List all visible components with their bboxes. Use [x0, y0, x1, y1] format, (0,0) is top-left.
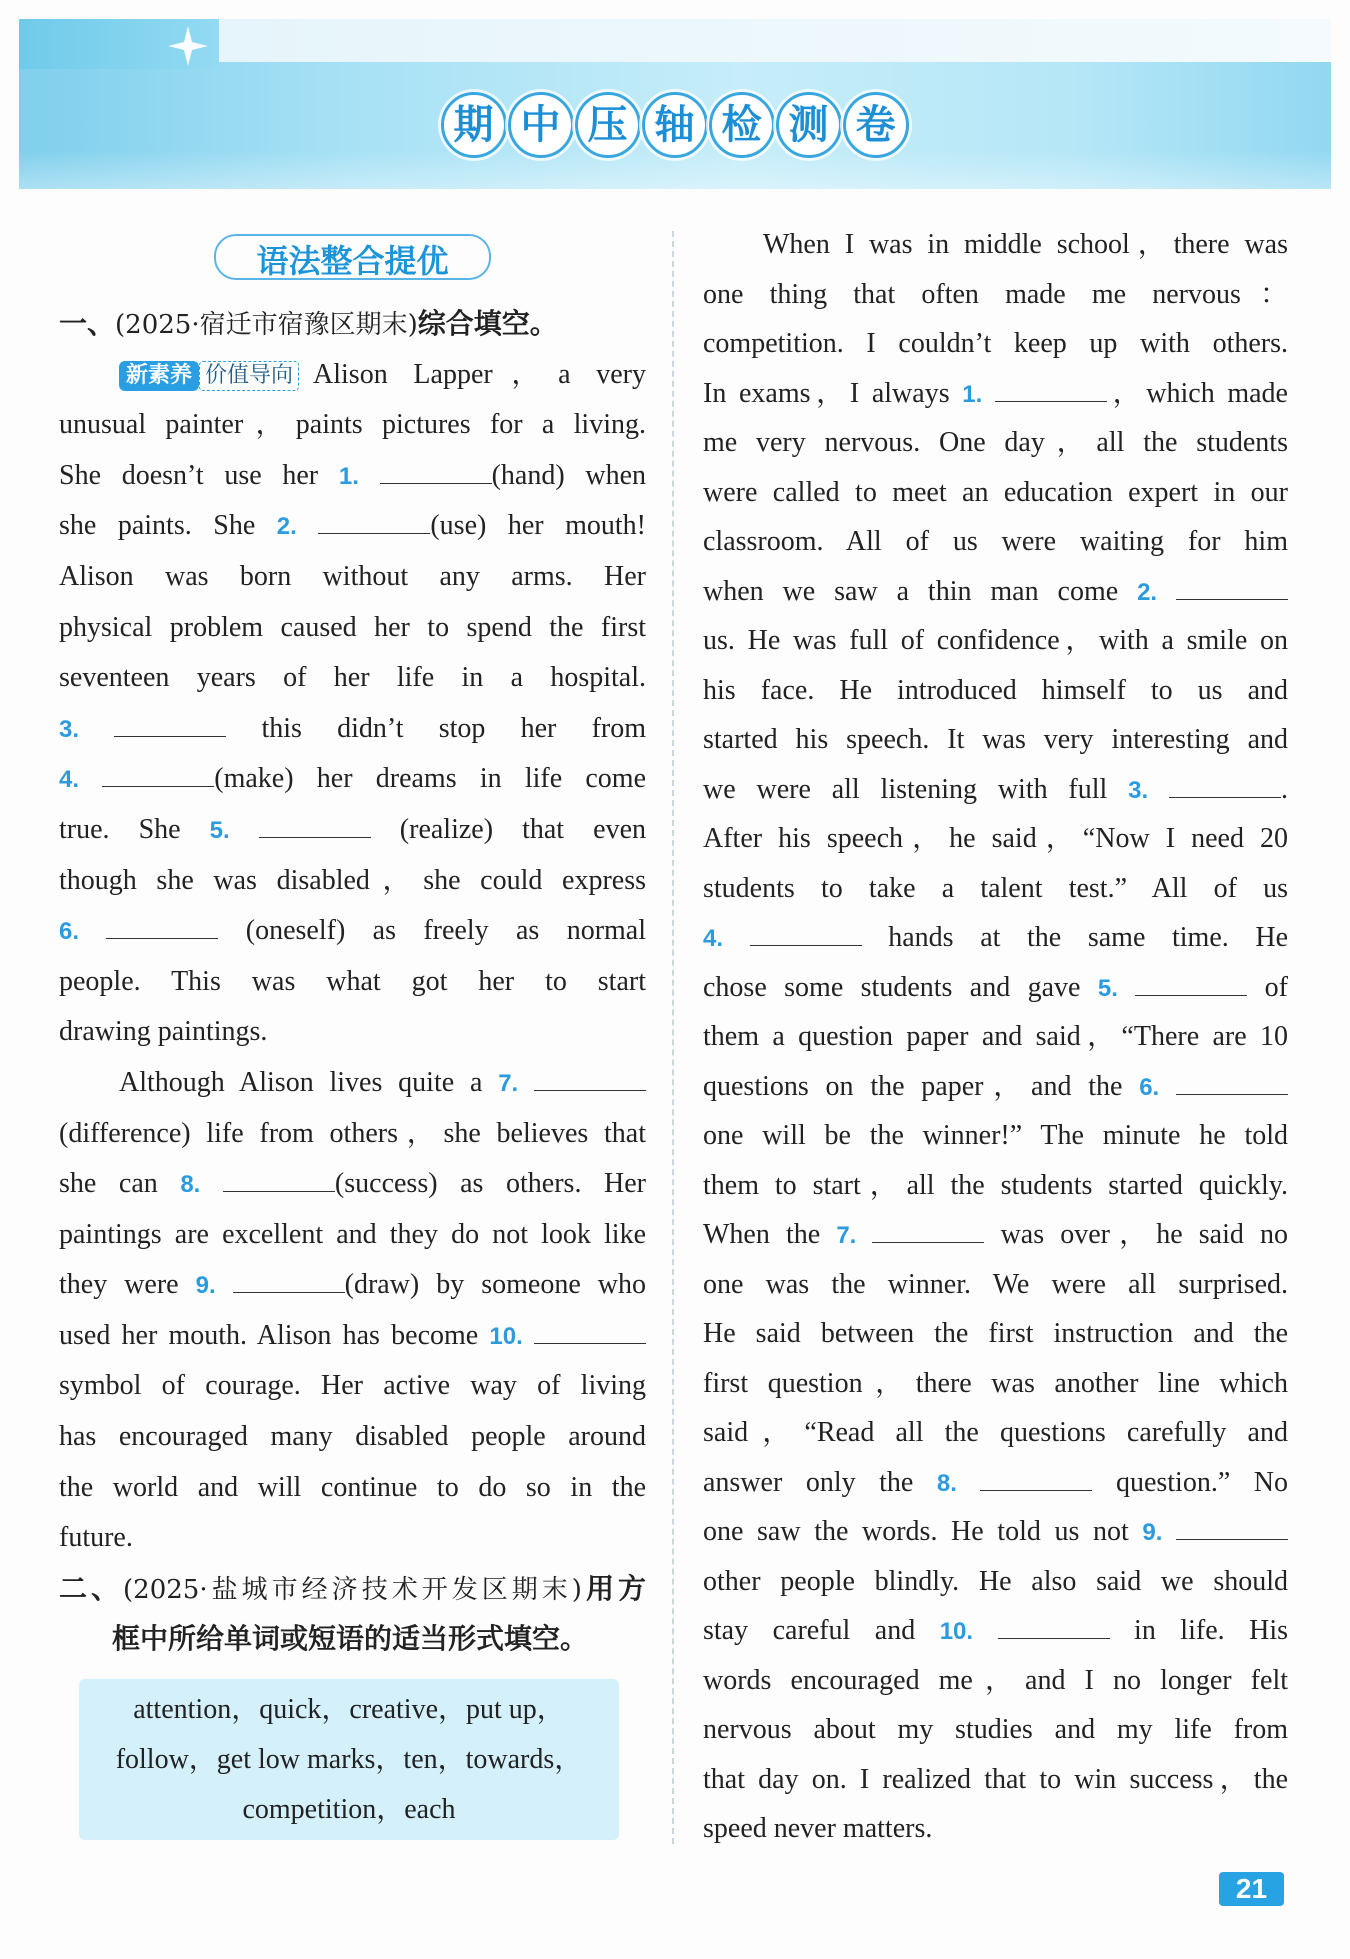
blank-number: 9. — [195, 1272, 216, 1300]
passage-text: (difference) life from others，she believes that — [59, 1117, 646, 1149]
value-tag: 价值导向 — [199, 361, 299, 391]
title-char: 期 — [441, 92, 507, 158]
answer-blank — [750, 941, 862, 946]
passage-line — [59, 856, 646, 907]
answer-blank — [1176, 1535, 1288, 1540]
passage-line — [59, 350, 646, 401]
question-task: 用方 — [581, 1571, 646, 1605]
passage-text: his face. He introduced himself to us and — [703, 674, 1288, 706]
passage-line — [59, 1260, 646, 1311]
passage-line — [59, 1058, 646, 1109]
title-char: 卷 — [843, 92, 909, 158]
passage-line — [703, 1656, 1288, 1706]
answer-blank — [995, 397, 1107, 402]
passage-text: question.” No — [1092, 1466, 1289, 1498]
passage-line — [59, 754, 646, 805]
passage-line — [703, 1309, 1288, 1359]
passage-text: future. — [59, 1522, 133, 1554]
passage-text: speed never matters. — [703, 1813, 933, 1844]
passage-text: when we saw a thin man come — [703, 575, 1138, 607]
passage-line — [59, 1361, 646, 1412]
question-number: 二、 — [59, 1571, 124, 1605]
passage-line — [59, 552, 646, 603]
passage-line — [59, 906, 646, 957]
passage-line — [703, 666, 1288, 716]
passage-line — [59, 653, 646, 704]
title-char: 测 — [776, 92, 842, 158]
question-source: (2025·宿迁市宿豫区期末) — [115, 310, 418, 340]
passage-text: classroom. All of us were waiting for him — [703, 526, 1288, 557]
answer-blank — [872, 1238, 984, 1243]
passage-text: were called to meet an education expert in our — [703, 476, 1288, 508]
question-heading-continued — [59, 1614, 646, 1665]
answer-blank — [102, 782, 214, 787]
passage-text: (oneself) as freely as normal — [218, 915, 646, 947]
passage-text: physical problem caused her to spend the first — [59, 611, 646, 643]
blank-number: 4. — [59, 766, 80, 794]
blank-number: 1. — [338, 462, 359, 490]
blank-number: 2. — [1137, 578, 1158, 606]
passage-line — [59, 704, 646, 755]
passage-line — [59, 400, 646, 451]
passage-line — [703, 1359, 1288, 1409]
passage-text: me very nervous. One day，all the students — [703, 427, 1288, 458]
passage-text: they were — [59, 1269, 196, 1301]
answer-blank — [114, 732, 226, 737]
passage-line — [703, 270, 1288, 320]
passage-line — [703, 517, 1288, 567]
title-char: 压 — [575, 92, 641, 158]
page-number-badge: 21 — [1219, 1872, 1284, 1906]
passage-line — [703, 715, 1288, 765]
passage-text: one will be the winner!” The minute he told — [703, 1120, 1288, 1151]
passage-line — [703, 1012, 1288, 1062]
blank-number: 6. — [1139, 1073, 1160, 1101]
answer-blank — [1176, 1090, 1288, 1095]
blank-number: 7. — [836, 1222, 857, 1249]
passage-text: was over，he said no — [984, 1219, 1289, 1250]
passage-line — [703, 1705, 1288, 1755]
passage-text: in life. His — [1109, 1615, 1288, 1646]
passage-line — [703, 468, 1288, 518]
question-number: 一、 — [59, 307, 116, 340]
passage-line — [703, 913, 1288, 963]
passage-line — [703, 864, 1288, 914]
passage-text: unusual painter，paints pictures for a living. — [59, 409, 646, 441]
passage-text: When I was in middle school，there was — [763, 229, 1288, 260]
passage-line — [59, 1159, 646, 1210]
answer-blank — [318, 529, 430, 534]
answer-blank — [534, 1086, 646, 1091]
passage-text: Alison Lapper，a very — [313, 358, 646, 390]
passage-text: used her mouth. Alison has become — [59, 1319, 490, 1351]
passage-line — [703, 1507, 1288, 1557]
answer-blank — [380, 479, 492, 484]
passage-text: When the — [703, 1219, 837, 1250]
passage-line — [59, 451, 646, 502]
passage-line — [703, 1260, 1288, 1310]
blank-number: 5. — [1097, 974, 1118, 1002]
blank-number: 2. — [276, 513, 297, 541]
passage-line — [59, 1463, 646, 1514]
page-title — [440, 92, 909, 160]
passage-line — [703, 1755, 1288, 1805]
passage-text: Although Alison lives quite a — [119, 1066, 499, 1098]
question-heading — [59, 1564, 646, 1615]
question-heading — [59, 299, 646, 350]
passage-line — [703, 369, 1288, 419]
word-bank-line: competition，each — [242, 1794, 456, 1825]
passage-line — [59, 1412, 646, 1463]
passage-text: this didn’t stop her from — [226, 712, 647, 744]
answer-blank — [223, 1187, 335, 1192]
passage-text: She doesn’t use her — [59, 459, 339, 491]
passage-line — [703, 1606, 1288, 1656]
passage-line — [703, 1408, 1288, 1458]
passage-text: one saw the words. He told us not — [703, 1516, 1143, 1547]
answer-blank — [980, 1486, 1092, 1491]
passage-line — [703, 1804, 1288, 1854]
blank-number: 10. — [489, 1322, 523, 1350]
passage-text: (make) her dreams in life come — [214, 763, 646, 795]
passage-line — [703, 418, 1288, 468]
answer-blank — [1135, 991, 1247, 996]
passage-line — [59, 1311, 646, 1362]
question-source: (2025·盐城市经济技术开发区期末) — [123, 1574, 582, 1605]
passage-line — [703, 616, 1288, 666]
blank-number: 3. — [1128, 776, 1149, 804]
blank-number: 9. — [1142, 1519, 1163, 1546]
passage-text: drawing paintings. — [59, 1016, 268, 1048]
passage-line — [59, 603, 646, 654]
passage-text: one was the winner. We were all surprised. — [703, 1268, 1288, 1300]
passage-line — [703, 963, 1288, 1013]
passage-text: (realize) that even — [370, 813, 646, 845]
passage-text: paintings are excellent and they do not look like — [59, 1218, 646, 1250]
passage-line — [59, 501, 646, 552]
passage-line — [703, 814, 1288, 864]
passage-line — [703, 319, 1288, 369]
passage-text: After his speech，he said，“Now I need 20 — [703, 823, 1288, 854]
passage-line — [703, 1111, 1288, 1161]
passage-text: nervous about my studies and my life from — [703, 1714, 1288, 1745]
passage-text: of — [1247, 971, 1288, 1003]
question-task: 框中所给单词或短语的适当形式填空。 — [112, 1622, 589, 1656]
left-column — [59, 299, 646, 1665]
blank-number: 7. — [498, 1069, 519, 1097]
answer-blank — [1176, 595, 1288, 600]
answer-blank — [998, 1634, 1110, 1639]
sparkle-icon — [168, 26, 208, 66]
answer-blank — [259, 833, 371, 838]
passage-text: them to start，all the students started quickly. — [703, 1169, 1288, 1201]
passage-line — [703, 1210, 1288, 1260]
passage-two — [703, 220, 1288, 1854]
passage-text: answer only the — [703, 1466, 937, 1498]
passage-text: symbol of courage. Her active way of living — [59, 1370, 646, 1402]
right-column — [703, 220, 1288, 1854]
answer-blank — [1169, 793, 1281, 798]
passage-line — [703, 1161, 1288, 1211]
passage-text: (success) as others. Her — [334, 1168, 646, 1200]
column-divider — [672, 231, 674, 1844]
blank-number: 8. — [180, 1171, 201, 1199]
passage-text: hands at the same time. He — [861, 922, 1289, 953]
section-title-wrap — [59, 234, 646, 280]
passage-text: the world and will continue to do so in the — [59, 1471, 646, 1503]
literacy-tag: 新素养 — [119, 361, 199, 391]
passage-line — [59, 1007, 646, 1058]
passage-text: stay careful and — [703, 1615, 940, 1646]
passage-text: ，which made — [1106, 377, 1288, 409]
answer-blank — [534, 1339, 646, 1344]
word-bank-line: attention，quick，creative，put up， — [133, 1694, 565, 1725]
passage-text: . — [1281, 773, 1289, 805]
passage-line — [703, 567, 1288, 617]
word-bank-box — [79, 1679, 619, 1840]
passage-text: Alison was born without any arms. Her — [59, 560, 646, 592]
section-title: 语法整合提优 — [214, 234, 490, 280]
passage-line — [59, 957, 646, 1008]
passage-text: He said between the first instruction and the — [703, 1318, 1288, 1349]
passage-text: words encouraged me，and I no longer felt — [703, 1664, 1288, 1696]
passage-text: first question，there was another line which — [703, 1367, 1288, 1399]
passage-line — [703, 220, 1288, 270]
blank-number: 1. — [962, 380, 983, 408]
banner-top-strip — [219, 19, 1331, 62]
passage-text: them a question paper and said，“There are 10 — [703, 1021, 1288, 1052]
title-char: 检 — [709, 92, 775, 158]
word-bank-line: follow，get low marks，ten，towards， — [115, 1744, 583, 1775]
passage-line — [59, 1210, 646, 1261]
passage-line — [59, 1513, 646, 1564]
title-char: 中 — [508, 92, 574, 158]
passage-text: one thing that often made me nervous： — [703, 278, 1288, 310]
title-char: 轴 — [642, 92, 708, 158]
blank-number: 3. — [59, 715, 80, 743]
passage-line — [59, 805, 646, 856]
passage-text: she can — [59, 1168, 181, 1200]
passage-text: we were all listening with full — [703, 773, 1129, 805]
passage-line — [59, 1109, 646, 1160]
answer-blank — [233, 1288, 345, 1293]
passage-text: chose some students and gave — [703, 971, 1098, 1003]
blank-number: 4. — [703, 925, 724, 952]
passage-text: other people blindly. He also said we should — [703, 1565, 1288, 1597]
passage-line — [703, 1458, 1288, 1508]
passage-text: though she was disabled，she could express — [59, 864, 646, 896]
passage-text: she paints. She — [59, 510, 277, 542]
blank-number: 5. — [209, 816, 230, 844]
passage-text: people. This was what got her to start — [59, 965, 646, 997]
passage-text: (hand) when — [491, 459, 647, 491]
passage-text: (use) her mouth! — [430, 510, 647, 542]
passage-one — [59, 350, 646, 1564]
passage-text: us. He was full of confidence，with a smile on — [703, 625, 1288, 656]
passage-text: that day on. I realized that to win success，the — [703, 1763, 1288, 1795]
answer-blank — [106, 934, 218, 939]
passage-text: started his speech. It was very interesting and — [703, 724, 1288, 755]
passage-text: seventeen years of her life in a hospital. — [59, 662, 646, 694]
blank-number: 8. — [936, 1469, 957, 1497]
passage-text: has encouraged many disabled people around — [59, 1421, 646, 1453]
passage-line — [703, 765, 1288, 815]
passage-text: true. She — [59, 813, 210, 845]
passage-text: competition. I couldn’t keep up with others. — [703, 328, 1288, 359]
passage-text: (draw) by someone who — [344, 1269, 646, 1301]
passage-text: said，“Read all the questions carefully and — [703, 1417, 1288, 1448]
passage-text: In exams，I always — [703, 377, 963, 409]
passage-line — [703, 1557, 1288, 1607]
passage-line — [703, 1062, 1288, 1112]
passage-text: students to take a talent test.” All of us — [703, 872, 1288, 904]
blank-number: 10. — [939, 1618, 974, 1645]
blank-number: 6. — [59, 918, 80, 946]
passage-text: questions on the paper，and the — [703, 1070, 1140, 1102]
question-task: 综合填空。 — [417, 307, 558, 340]
